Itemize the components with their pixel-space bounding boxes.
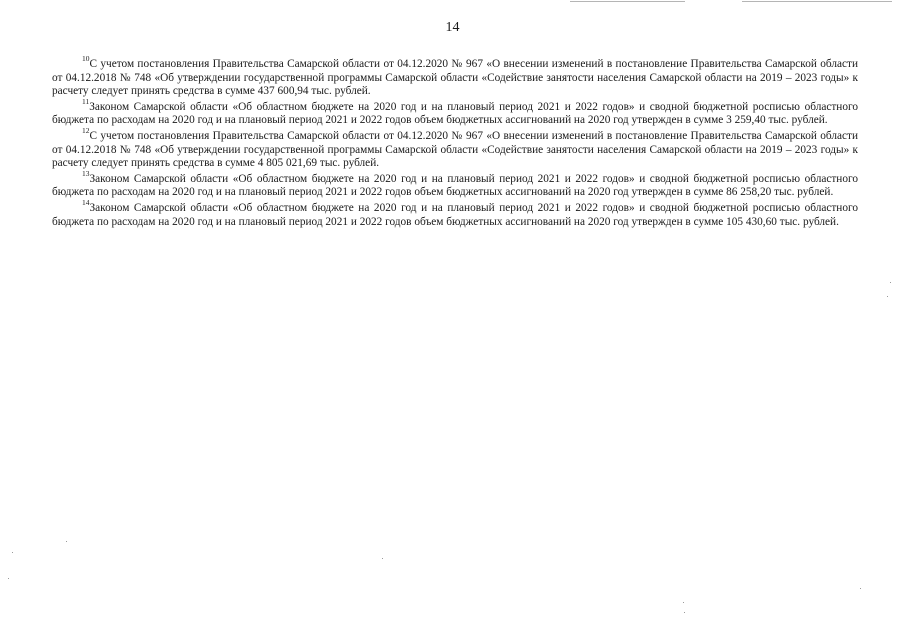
footnote	[52, 198, 858, 229]
footnote-marker: 12	[82, 126, 90, 136]
footnote-text: С учетом постановления Правительства Самарской области от 04.12.2020 № 967 «О внесении изменений в постановление Правительства Самарской области от 04.12.2018 № 748 «Об утверждении государственной программы Самарской области «Содействие занятости населения Самарской области на 2019 – 2023 годы» к расчету следует принять средства в сумме 4 805 021,69 тыс. рублей.	[52, 129, 858, 170]
footnote-marker: 10	[82, 54, 90, 64]
scan-artifact-dot	[683, 602, 684, 603]
footnote-text: Законом Самарской области «Об областном бюджете на 2020 год и на плановый период 2021 и 2022 годов» и сводной бюджетной росписью областного бюджета по расходам на 2020 год и на плановый период 2021 и 2022 годов объем бюджетных ассигнований на 2020 год утвержден в сумме 86 258,20 тыс. рублей.	[52, 172, 858, 199]
page-number: 14	[445, 20, 460, 35]
scan-artifact-line	[570, 1, 685, 2]
footnote	[52, 168, 858, 200]
scan-artifact-dot	[12, 552, 13, 553]
footnote-marker: 14	[82, 198, 90, 208]
footnote-marker: 11	[82, 97, 90, 107]
scan-artifact-dot	[890, 282, 891, 283]
footnote	[52, 54, 858, 99]
footnotes-section	[52, 54, 858, 231]
scan-artifact-dot	[684, 612, 685, 613]
scan-artifact-dot	[860, 588, 861, 589]
scan-artifact-dot	[382, 558, 383, 559]
scan-artifact-dot	[66, 541, 67, 542]
footnote-marker: 13	[82, 168, 90, 178]
footnote-text: С учетом постановления Правительства Самарской области от 04.12.2020 № 967 «О внесении изменений в постановление Правительства Самарской области от 04.12.2018 № 748 «Об утверждении государственной программы Самарской области «Содействие занятости населения Самарской области на 2019 – 2023 годы» к расчету следует принять средства в сумме 437 600,94 тыс. рублей.	[52, 58, 858, 98]
scan-artifact-dot	[887, 296, 888, 297]
footnote	[52, 97, 858, 128]
scan-artifact-dot	[8, 578, 9, 579]
footnote	[52, 126, 858, 171]
footnote-text: Законом Самарской области «Об областном бюджете на 2020 год и на плановый период 2021 и 2022 годов» и сводной бюджетной росписью областного бюджета по расходам на 2020 год и на плановый период 2021 и 2022 годов объем бюджетных ассигнований на 2020 год утвержден в сумме 105 430,60 тыс. рублей.	[52, 201, 858, 228]
footnote-text: Законом Самарской области «Об областном бюджете на 2020 год и на плановый период 2021 и 2022 годов» и сводной бюджетной росписью областного бюджета по расходам на 2020 год и на плановый период 2021 и 2022 годов объем бюджетных ассигнований на 2020 год утвержден в сумме 3 259,40 тыс. рублей.	[52, 100, 858, 127]
scan-artifact-line	[742, 1, 892, 2]
